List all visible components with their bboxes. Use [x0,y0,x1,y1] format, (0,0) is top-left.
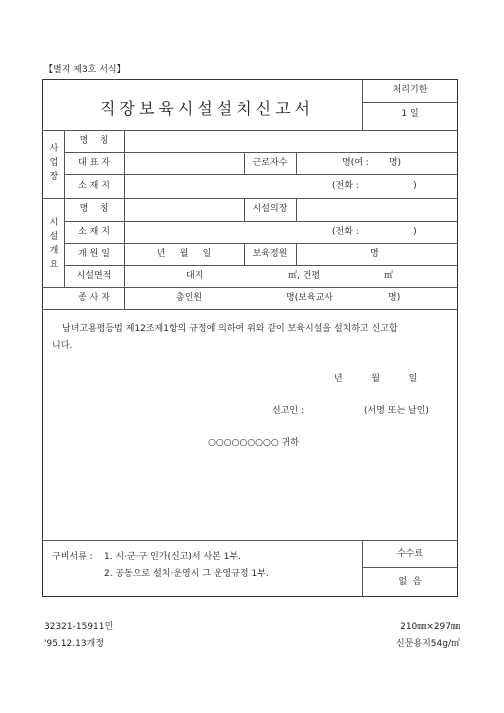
facility-name-field[interactable] [126,200,242,219]
opening-date-field[interactable]: 년 월 일 [156,249,212,259]
divider [42,540,458,541]
workplace-phone-field[interactable]: (전화 : ) [332,181,417,191]
section-char: 장 [49,172,59,182]
divider [296,198,297,221]
form-number-label: 【별지 제3호 서식】 [44,65,126,75]
divider [124,130,125,309]
facility-name-label: 명 칭 [79,204,109,214]
workplace-section-label [44,142,64,184]
fee-value: 없 음 [398,577,422,587]
facility-address-field[interactable] [126,223,326,241]
reporter-label: 신고인 : [272,406,304,416]
divider [296,243,297,265]
form-code: 32321-15911민 [44,622,114,632]
divider [362,540,363,597]
workplace-representative-field[interactable] [126,154,242,172]
facility-head-field[interactable] [298,200,456,219]
revision-date: '95.12.13개정 [44,639,104,649]
deadline-value: 1 일 [401,109,419,119]
paper-size: 210㎜×297㎜ [400,622,460,632]
workers-count-label: 근로자수 [252,158,288,168]
section-char: 개 [49,246,59,256]
facility-phone-field[interactable]: (전화 : ) [332,227,417,237]
capacity-label: 보육정원 [252,249,288,259]
staff-total-label: 총인원 [176,293,203,303]
facility-address-label: 소 재 지 [78,227,110,237]
building-area-unit: ㎡ [384,271,394,281]
section-char: 설 [49,232,59,242]
report-date-field[interactable]: 년 월 일 [334,374,418,384]
facility-head-label: 시설의장 [252,204,288,214]
workplace-address-field[interactable] [126,176,326,196]
form-title: 직장보육시설설치신고서 [100,99,315,118]
workers-count-field[interactable]: 명(여 : 명) [342,158,402,168]
fee-label: 수수료 [396,549,424,559]
facility-section-label [44,216,64,272]
statement-text-line2: 니다. [52,341,73,351]
paper-type: 신문용지54g/㎡ [396,639,460,649]
documents-item-1: 1. 시·군·구 인가(신고)서 사본 1부. [104,552,241,562]
divider [42,198,458,199]
addressee: ○○○○○○○○○ 귀하 [208,438,299,448]
divider [362,567,458,568]
land-area-label: 대지 [186,271,204,281]
report-form [42,79,458,597]
documents-item-2: 2. 공동으로 설치·운영시 그 운영규정 1부. [104,569,269,579]
workplace-representative-label: 대 표 자 [78,158,110,168]
divider [296,152,297,174]
divider [362,102,458,103]
section-char: 요 [49,260,59,270]
section-char: 사 [49,144,59,154]
statement-text-line1: 남녀고용평등법 제12조제1항의 규정에 의하여 위와 같이 보육시설을 설치하고 신고합 [62,324,398,334]
section-char: 시 [49,218,59,228]
divider [42,130,458,131]
staff-end-label: 명) [388,293,401,303]
workplace-address-label: 소 재 지 [78,181,110,191]
section-char: 업 [49,158,59,168]
opening-date-label: 개 원 일 [78,249,110,259]
workplace-name-label: 명 칭 [79,136,109,146]
divider [42,309,458,310]
land-area-unit: ㎡, 건평 [288,271,321,281]
divider [42,287,458,288]
signature-field[interactable]: (서명 또는 날인) [364,406,429,416]
staff-label: 종 사 자 [78,293,110,303]
workplace-name-field[interactable] [126,132,456,150]
deadline-label: 처리기한 [392,85,428,95]
documents-label: 구비서류 : [52,552,93,562]
capacity-field[interactable]: 명 [370,249,379,259]
facility-area-label: 시설면적 [76,271,112,281]
staff-teachers-label: 명(보육교사 [286,293,333,303]
